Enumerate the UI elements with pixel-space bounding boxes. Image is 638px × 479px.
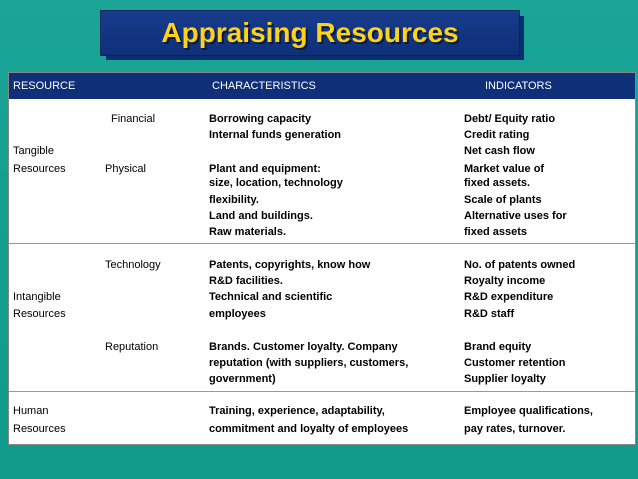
reputation-char-1: Brands. Customer loyalty. Company	[209, 341, 398, 353]
reputation-ind-3: Supplier loyalty	[464, 373, 546, 385]
reputation-char-2: reputation (with suppliers, customers,	[209, 357, 409, 369]
human-char-1: Training, experience, adaptability,	[209, 405, 385, 417]
human-char-2: commitment and loyalty of employees	[209, 423, 409, 435]
page-title: Appraising Resources	[161, 17, 459, 48]
physical-char-2: size, location, technology	[209, 177, 343, 189]
financial-ind-2: Credit rating	[464, 129, 530, 141]
physical-ind-1: Market value of	[464, 163, 545, 175]
reputation-ind-2: Customer retention	[464, 357, 566, 369]
physical-char-4: Land and buildings.	[209, 210, 313, 222]
financial-label: Financial	[111, 113, 156, 125]
physical-ind-4: Alternative uses for	[464, 210, 567, 222]
financial-char-1: Borrowing capacity	[209, 113, 312, 125]
physical-ind-3: Scale of plants	[464, 194, 542, 206]
physical-char-5: Raw materials.	[209, 226, 287, 238]
human-label-2: Resources	[13, 423, 66, 435]
tangible-label-1: Tangible	[13, 145, 54, 157]
financial-ind-3: Net cash flow	[464, 145, 535, 157]
physical-ind-2: fixed assets.	[464, 177, 531, 189]
human-label-1: Human	[13, 405, 49, 417]
financial-char-2: Internal funds generation	[209, 129, 342, 141]
header-resource: RESOURCE	[13, 80, 76, 92]
tangible-label-2: Resources	[13, 163, 66, 175]
human-ind-2: pay rates, turnover.	[464, 423, 566, 435]
resources-table	[8, 72, 636, 445]
technology-char-2: R&D facilities.	[209, 275, 283, 287]
table-header	[9, 73, 635, 99]
physical-label: Physical	[105, 163, 146, 175]
reputation-char-3: government)	[209, 373, 276, 385]
header-characteristics: CHARACTERISTICS	[212, 80, 316, 92]
financial-ind-1: Debt/ Equity ratio	[464, 113, 556, 125]
human-ind-1: Employee qualifications,	[464, 405, 593, 417]
physical-ind-5: fixed assets	[464, 226, 527, 238]
technology-char-3: Technical and scientific	[209, 291, 333, 303]
physical-char-1: Plant and equipment:	[209, 163, 321, 175]
row-separator-2	[9, 391, 635, 392]
physical-char-3: flexibility.	[209, 194, 259, 206]
reputation-ind-1: Brand equity	[464, 341, 532, 353]
technology-ind-3: R&D expenditure	[464, 291, 554, 303]
intangible-label-1: Intangible	[13, 291, 61, 303]
reputation-label: Reputation	[105, 341, 159, 353]
technology-ind-4: R&D staff	[464, 308, 515, 320]
technology-char-1: Patents, copyrights, know how	[209, 259, 371, 271]
intangible-label-2: Resources	[13, 308, 66, 320]
title-banner	[100, 10, 520, 56]
header-indicators: INDICATORS	[485, 80, 552, 92]
technology-char-4: employees	[209, 308, 266, 320]
technology-ind-1: No. of patents owned	[464, 259, 576, 271]
technology-label: Technology	[105, 259, 161, 271]
technology-ind-2: Royalty income	[464, 275, 546, 287]
row-separator-1	[9, 243, 635, 244]
